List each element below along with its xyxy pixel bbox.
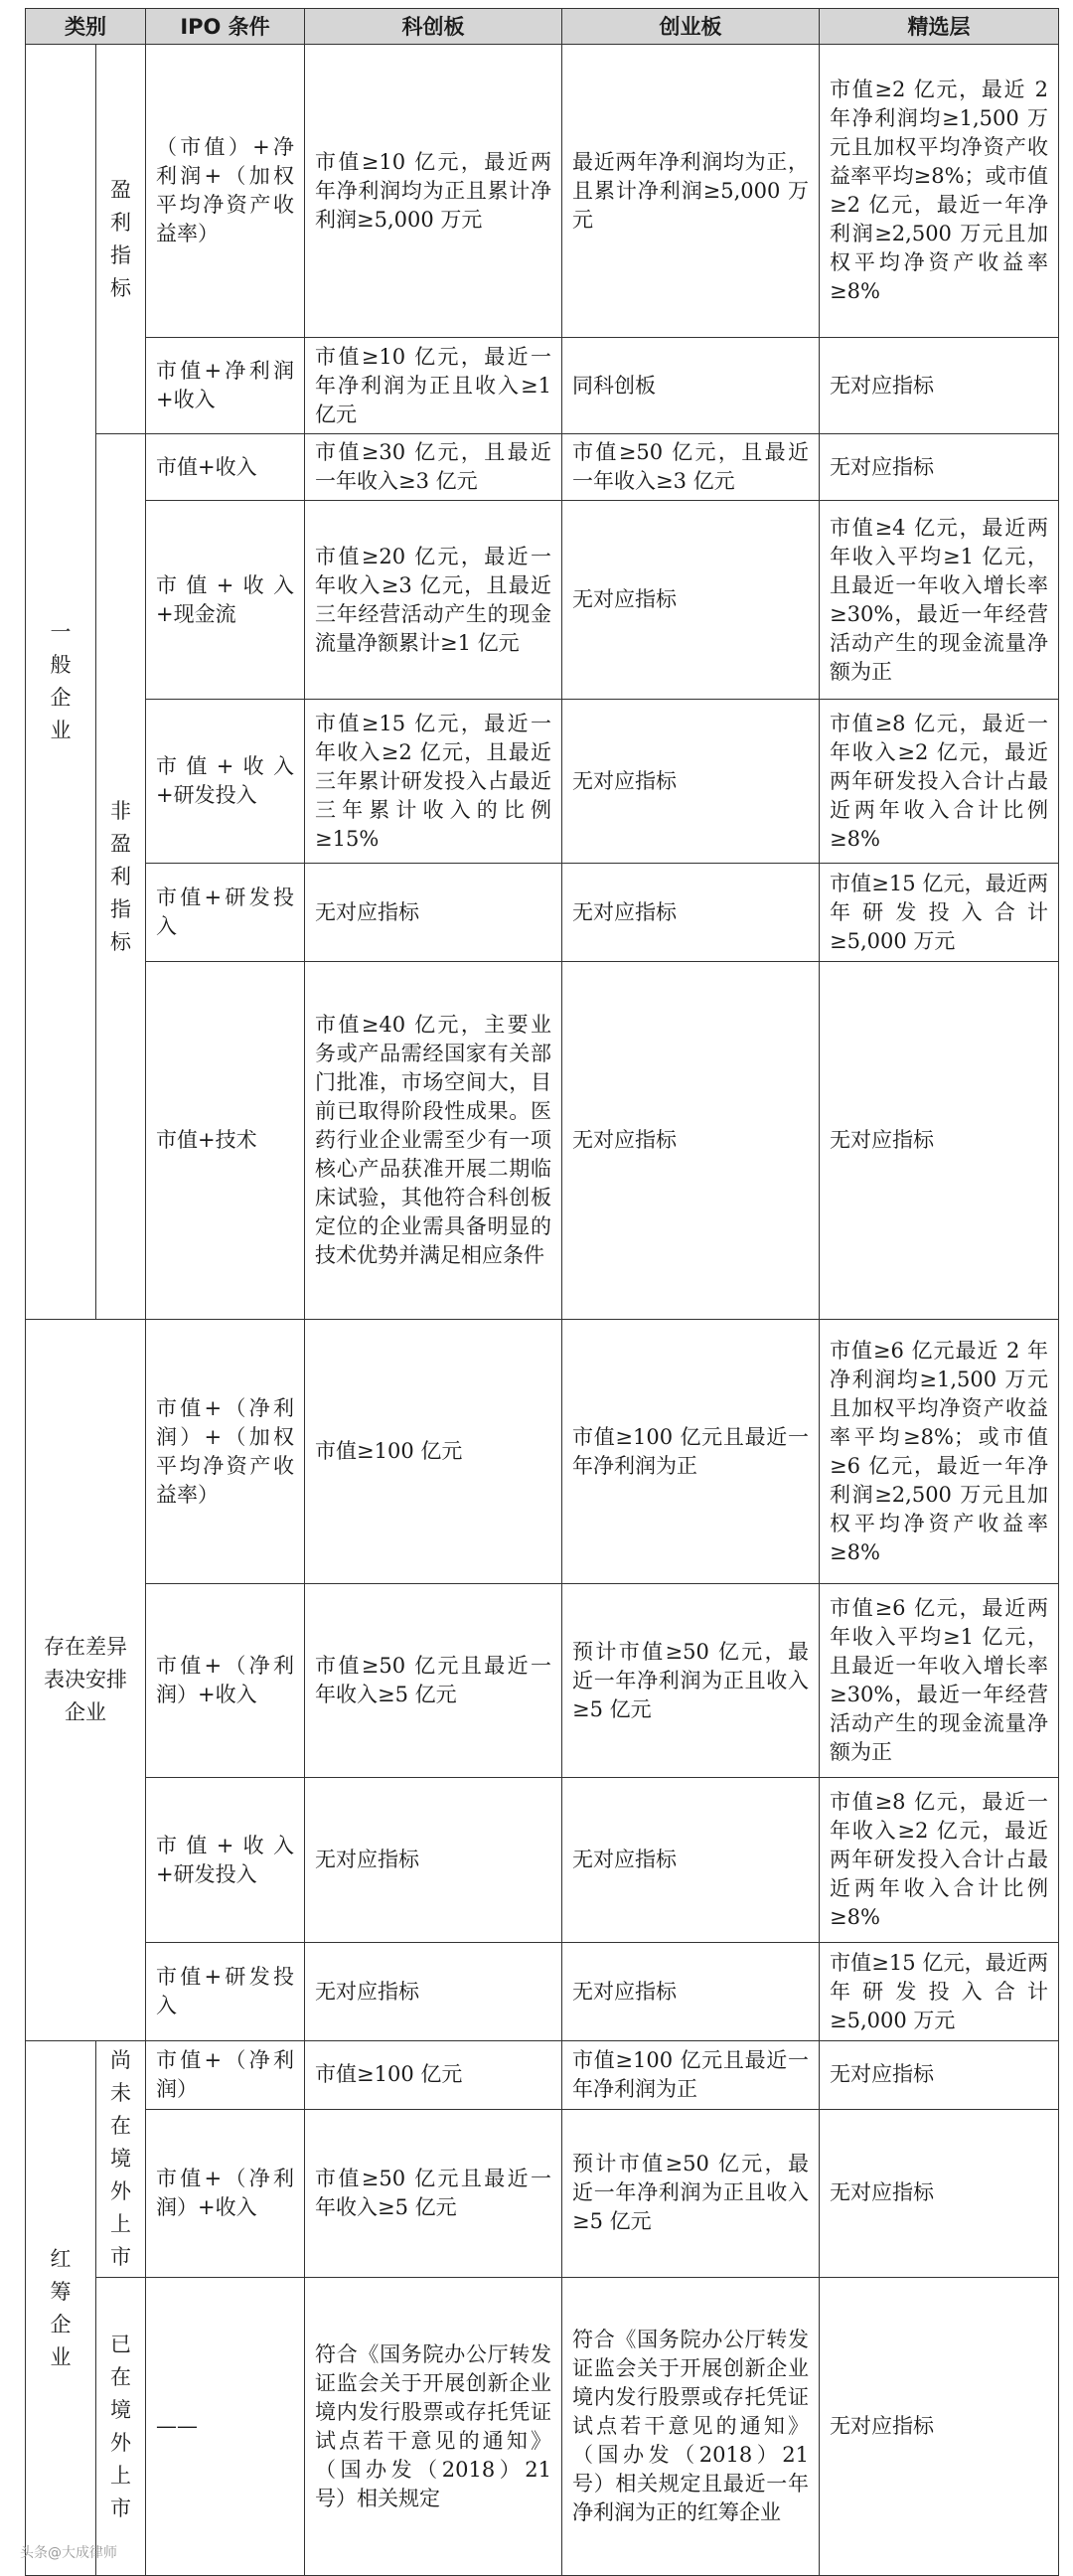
table-row <box>26 2278 1059 2576</box>
kechuang-cell: 市值≥50 亿元且最近一年收入≥5 亿元 <box>305 2109 562 2277</box>
table-row <box>26 1320 1059 1584</box>
condition-cell: 市值+（净利润）+收入 <box>146 1584 305 1778</box>
kechuang-cell: 符合《国务院办公厅转发证监会关于开展创新企业境内发行股票或存托凭证试点若干意见的通知》（国办发（2018）21 号）相关规定 <box>305 2278 562 2576</box>
ipo-conditions-table <box>25 8 1059 2576</box>
kechuang-cell: 市值≥10 亿元，最近一年净利润为正且收入≥1 亿元 <box>305 338 562 434</box>
condition-cell: 市值+（净利润）+收入 <box>146 2109 305 2277</box>
group-general: 一般企业 <box>26 45 96 1320</box>
kechuang-cell: 市值≥30 亿元，且最近一年收入≥3 亿元 <box>305 434 562 501</box>
chuangye-cell: 符合《国务院办公厅转发证监会关于开展创新企业境内发行股票或存托凭证试点若干意见的通知》（国办发（2018）21 号）相关规定且最近一年净利润为正的红筹企业 <box>562 2278 820 2576</box>
jingxuan-cell: 无对应指标 <box>820 962 1059 1320</box>
chuangye-cell: 无对应指标 <box>562 501 820 700</box>
table-row <box>26 1584 1059 1778</box>
kechuang-cell: 无对应指标 <box>305 864 562 962</box>
header-ipo-condition: IPO 条件 <box>146 9 305 45</box>
table-row <box>26 45 1059 338</box>
header-chuangye: 创业板 <box>562 9 820 45</box>
condition-cell: 市值+技术 <box>146 962 305 1320</box>
chuangye-cell: 无对应指标 <box>562 1943 820 2041</box>
group-red-chip: 红筹企业 <box>26 2041 96 2576</box>
chuangye-cell: 市值≥50 亿元，且最近一年收入≥3 亿元 <box>562 434 820 501</box>
kechuang-cell: 市值≥10 亿元，最近两年净利润均为正且累计净利润≥5,000 万元 <box>305 45 562 338</box>
jingxuan-cell: 市值≥4 亿元，最近两年收入平均≥1 亿元，且最近一年收入增长率≥30%，最近一年经营活动产生的现金流量净额为正 <box>820 501 1059 700</box>
kechuang-cell: 市值≥100 亿元 <box>305 1320 562 1584</box>
jingxuan-cell: 市值≥15 亿元，最近两年研发投入合计≥5,000 万元 <box>820 1943 1059 2041</box>
group-dual-class: 存在差异表决安排企业 <box>26 1320 146 2041</box>
condition-cell: 市值+收入+现金流 <box>146 501 305 700</box>
subgroup-profit: 盈利指标 <box>96 45 146 434</box>
jingxuan-cell: 市值≥6 亿元，最近两年收入平均≥1 亿元，且最近一年收入增长率≥30%，最近一年经营活动产生的现金流量净额为正 <box>820 1584 1059 1778</box>
chuangye-cell: 预计市值≥50 亿元，最近一年净利润为正且收入≥5 亿元 <box>562 2109 820 2277</box>
chuangye-cell: 市值≥100 亿元且最近一年净利润为正 <box>562 1320 820 1584</box>
table-row <box>26 2109 1059 2277</box>
jingxuan-cell: 市值≥8 亿元，最近一年收入≥2 亿元，最近两年研发投入合计占最近两年收入合计比例≥8% <box>820 1778 1059 1943</box>
kechuang-cell: 市值≥100 亿元 <box>305 2041 562 2110</box>
jingxuan-cell: 市值≥6 亿元最近 2 年净利润均≥1,500 万元且加权平均净资产收益率平均≥8%；或市值≥6 亿元，最近一年净利润≥2,500 万元且加权平均净资产收益率≥8% <box>820 1320 1059 1584</box>
chuangye-cell: 同科创板 <box>562 338 820 434</box>
jingxuan-cell: 无对应指标 <box>820 2278 1059 2576</box>
chuangye-cell: 市值≥100 亿元且最近一年净利润为正 <box>562 2041 820 2110</box>
condition-cell: 市值+研发投入 <box>146 864 305 962</box>
chuangye-cell: 最近两年净利润均为正，且累计净利润≥5,000 万元 <box>562 45 820 338</box>
table-row <box>26 962 1059 1320</box>
table-row <box>26 2041 1059 2110</box>
condition-cell: 市值+（净利润） <box>146 2041 305 2110</box>
jingxuan-cell: 无对应指标 <box>820 2041 1059 2110</box>
chuangye-cell: 无对应指标 <box>562 962 820 1320</box>
header-kechuang: 科创板 <box>305 9 562 45</box>
kechuang-cell: 市值≥15 亿元，最近一年收入≥2 亿元，且最近三年累计研发投入占最近三年累计收入的比例≥15% <box>305 700 562 864</box>
jingxuan-cell: 市值≥15 亿元，最近两年研发投入合计≥5,000 万元 <box>820 864 1059 962</box>
jingxuan-cell: 无对应指标 <box>820 434 1059 501</box>
jingxuan-cell: 无对应指标 <box>820 338 1059 434</box>
table-row <box>26 700 1059 864</box>
condition-cell: —— <box>146 2278 305 2576</box>
table-row <box>26 338 1059 434</box>
header-category: 类别 <box>26 9 146 45</box>
jingxuan-cell: 市值≥2 亿元，最近 2 年净利润均≥1,500 万元且加权平均净资产收益率平均≥8%；或市值≥2 亿元，最近一年净利润≥2,500 万元且加权平均净资产收益率≥8% <box>820 45 1059 338</box>
chuangye-cell: 无对应指标 <box>562 1778 820 1943</box>
chuangye-cell: 预计市值≥50 亿元，最近一年净利润为正且收入≥5 亿元 <box>562 1584 820 1778</box>
ipo-conditions-sheet <box>25 8 1058 2576</box>
chuangye-cell: 无对应指标 <box>562 700 820 864</box>
watermark: 头条@大成律师 <box>20 2545 117 2561</box>
condition-cell: 市值+研发投入 <box>146 1943 305 2041</box>
kechuang-cell: 市值≥20 亿元，最近一年收入≥3 亿元，且最近三年经营活动产生的现金流量净额累计≥1 亿元 <box>305 501 562 700</box>
kechuang-cell: 市值≥40 亿元，主要业务或产品需经国家有关部门批准，市场空间大，目前已取得阶段性成果。医药行业企业需至少有一项核心产品获准开展二期临床试验，其他符合科创板定位的企业需具备明显的技术优势并满足相应条件 <box>305 962 562 1320</box>
kechuang-cell: 市值≥50 亿元且最近一年收入≥5 亿元 <box>305 1584 562 1778</box>
condition-cell: 市值+收入 <box>146 434 305 501</box>
chuangye-cell: 无对应指标 <box>562 864 820 962</box>
subgroup-not-listed-abroad: 尚未在境外上市 <box>96 2041 146 2278</box>
condition-cell: 市值+（净利润）+（加权平均净资产收益率） <box>146 1320 305 1584</box>
table-header-row <box>26 9 1059 45</box>
table-row <box>26 501 1059 700</box>
condition-cell: 市值+收入+研发投入 <box>146 1778 305 1943</box>
table-row <box>26 864 1059 962</box>
subgroup-listed-abroad: 已在境外上市 <box>96 2278 146 2576</box>
header-jingxuan: 精选层 <box>820 9 1059 45</box>
table-row <box>26 434 1059 501</box>
subgroup-nonprofit: 非盈利指标 <box>96 434 146 1320</box>
kechuang-cell: 无对应指标 <box>305 1778 562 1943</box>
kechuang-cell: 无对应指标 <box>305 1943 562 2041</box>
condition-cell: （市值）+净利润+（加权平均净资产收益率） <box>146 45 305 338</box>
condition-cell: 市值+净利润+收入 <box>146 338 305 434</box>
condition-cell: 市值+收入+研发投入 <box>146 700 305 864</box>
table-row <box>26 1943 1059 2041</box>
jingxuan-cell: 无对应指标 <box>820 2109 1059 2277</box>
table-row <box>26 1778 1059 1943</box>
jingxuan-cell: 市值≥8 亿元，最近一年收入≥2 亿元，最近两年研发投入合计占最近两年收入合计比例≥8% <box>820 700 1059 864</box>
